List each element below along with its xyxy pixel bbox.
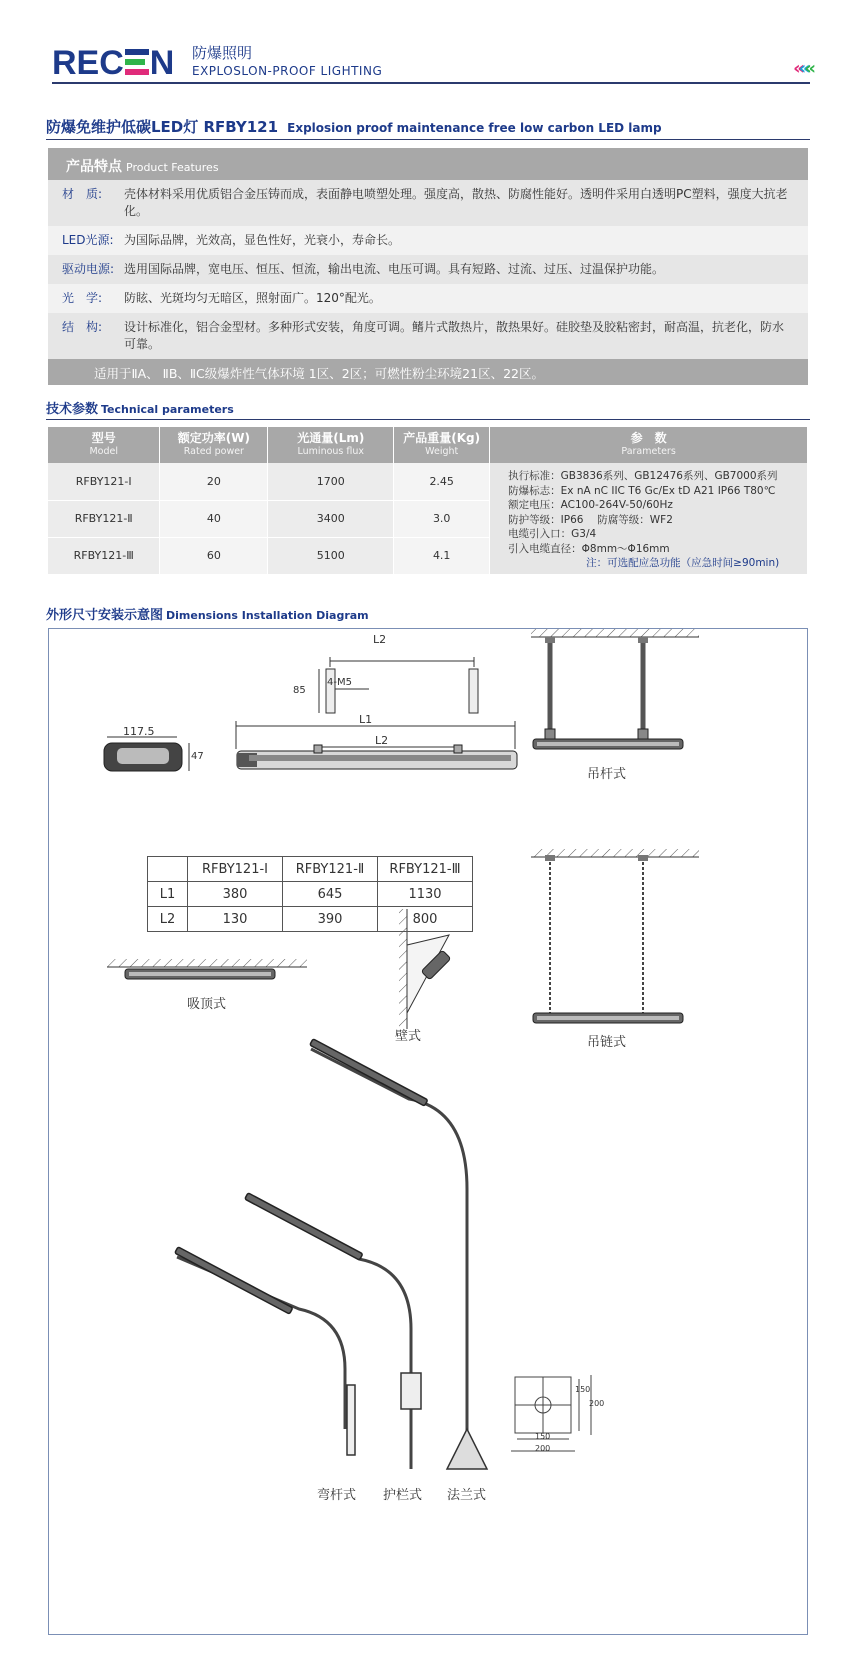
table-row: RFBY121-Ⅰ 20 1700 2.45 执行标准：GB3836系列、GB12476系列、GB7000系列 防爆标志：Ex nA nC IIC T6 Gc/Ex tD A21 IP66 T80℃ 额定电压：AC100-264V-50/60Hz 防护等级：IP66 防腐等级：WF2 电缆引入口：G3/4 引入电缆直径：Φ8mm～Φ16mm 注：可选配应急功能（应急时间≥90min) [48,463,808,500]
table-row: RFBY121-Ⅰ RFBY121-Ⅱ RFBY121-Ⅲ [148,857,473,882]
recen-logo: REC N [52,44,175,82]
lamp-end-view [104,737,189,771]
chain-mount-drawing [531,849,699,1023]
params-cell: 执行标准：GB3836系列、GB12476系列、GB7000系列 防爆标志：Ex nA nC IIC T6 Gc/Ex tD A21 IP66 T80℃ 额定电压：AC100-264V-50/60Hz 防护等级：IP66 防腐等级：WF2 电缆引入口：G3/4 引入电缆直径：Φ8mm～Φ16mm 注：可选配应急功能（应急时间≥90min) [490,463,808,574]
pole-mounts-drawing [175,1039,487,1469]
label-ceiling-mount: 吸顶式 [187,997,227,1012]
col-params: 参 数 Parameters [490,427,808,463]
tech-params-table [48,427,808,575]
rod-mount-drawing [531,629,699,749]
feature-row-optics: 光 学: 防眩、光斑均匀无暗区，照射面广。120°配光。 [48,284,808,313]
ceiling-mount-drawing [107,959,307,979]
dim-label-117: 117.5 [123,725,155,738]
col-model: 型号 Model [48,427,160,463]
feature-row-driver: 驱动电源: 选用国际品牌，宽电压、恒压、恒流，输出电流、电压可调。具有短路、过流、过压、过温保护功能。 [48,255,808,284]
flange-dim-b: 200 [589,1399,605,1408]
brand-name-cn: 防爆照明 [192,44,253,62]
col-power: 额定功率(W) Rated power [160,427,268,463]
dim-label-l2: L2 [375,734,389,747]
feature-row-structure: 结 构: 设计标准化，铝合金型材。多种形式安装，角度可调。鳍片式散热片，散热果好。硅胶垫及胶粘密封，耐高温，抗老化，防水可靠。 [48,313,808,359]
table-row: RFBY121-Ⅱ 40 3400 3.0 [48,500,808,537]
label-chain-mount: 吊链式 [587,1035,627,1050]
features-heading: 产品特点 Product Features [48,148,808,180]
label-bent-pole: 弯杆式 [317,1488,357,1503]
dim-label-l1: L1 [359,713,373,726]
diagram-title: 外形尺寸安装示意图 Dimensions Installation Diagram [46,608,369,623]
size-table [147,856,473,932]
features-applicability: 适用于ⅡA、 ⅡB、ⅡC级爆炸性气体环境 1区、2区；可燃性粉尘环境21区、22区。 [48,359,808,385]
diagram-drawing [49,629,807,1634]
product-features [48,148,808,385]
brand-name-en: EXPLOSLON-PROOF LIGHTING [192,64,383,78]
table-row: RFBY121-Ⅲ 60 5100 4.1 [48,537,808,574]
flange-dim-a: 150 [575,1385,591,1394]
page-header [52,40,810,84]
dimensions-diagram [48,628,808,1635]
product-title [46,116,810,140]
logo-e-mark [125,49,149,75]
product-title-cn: 防爆免维护低碳LED灯 RFBY121 [46,118,279,136]
label-guardrail: 护栏式 [383,1488,423,1503]
table-row: L1 380 645 1130 [148,882,473,907]
emergency-note: 注：可选配应急功能（应急时间≥90min) [586,557,780,569]
table-row: L2 130 390 800 [148,907,473,932]
triple-chevron-left-icon: ««« [793,58,810,79]
tech-params-title: 技术参数 Technical parameters [46,398,810,420]
dim-label-l2-top: L2 [373,633,387,646]
dim-label-m5: 4-M5 [327,677,352,688]
label-flange: 法兰式 [447,1488,487,1503]
product-title-en: Explosion proof maintenance free low carbon LED lamp [287,121,662,135]
col-weight: 产品重量(Kg) Weight [394,427,490,463]
label-wall-mount: 壁式 [395,1029,422,1044]
label-rod-mount: 吊杆式 [587,767,627,782]
feature-row-material: 材 质: 壳体材料采用优质铝合金压铸而成，表面静电喷塑处理。强度高，散热、防腐性能好。透明件采用白透明PC塑料，强度大抗老化。 [48,180,808,226]
dim-label-47: 47 [191,751,204,762]
col-flux: 光通量(Lm) Luminous flux [268,427,394,463]
feature-row-led: LED光源: 为国际品牌，光效高，显色性好，光衰小，寿命长。 [48,226,808,255]
flange-dim-d: 200 [535,1444,551,1453]
dim-label-85: 85 [293,685,306,696]
flange-dim-c: 150 [535,1432,551,1441]
table-header-row [48,427,808,463]
